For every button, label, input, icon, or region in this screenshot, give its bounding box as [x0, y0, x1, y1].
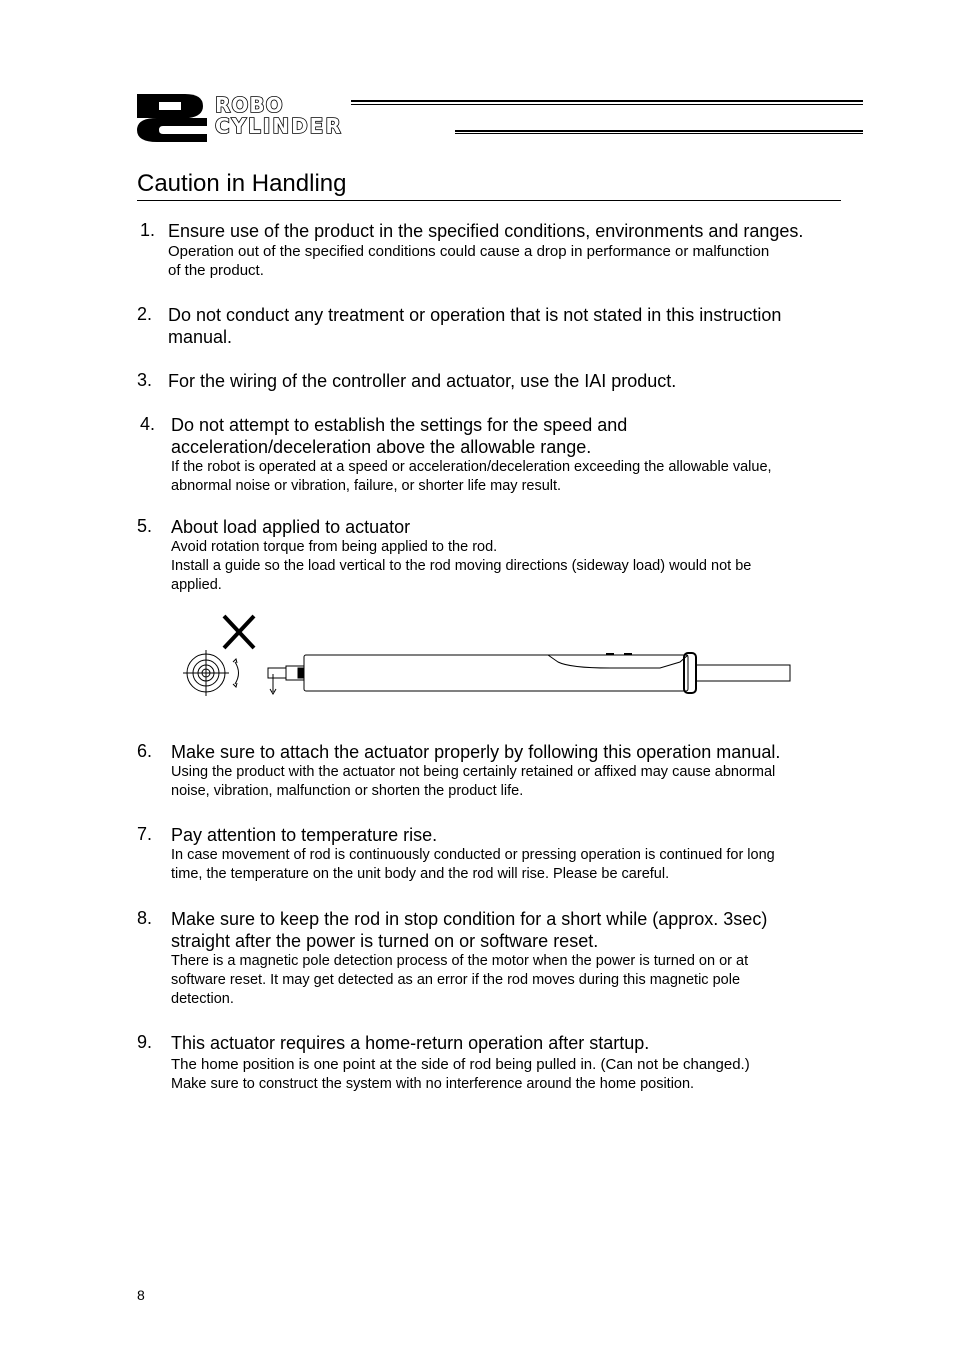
item-heading: Make sure to attach the actuator properly by following this operation manual. — [171, 742, 781, 762]
item-detail: Using the product with the actuator not being certainly retained or affixed may cause abnormal — [171, 764, 776, 780]
caution-item-5 — [137, 516, 857, 595]
caution-item-2 — [137, 304, 857, 348]
item-detail: of the product. — [168, 262, 264, 279]
item-heading: For the wiring of the controller and actuator, use the IAI product. — [168, 371, 677, 391]
item-heading: acceleration/deceleration above the allowable range. — [171, 437, 592, 457]
actuator-body — [268, 653, 790, 693]
item-detail: Install a guide so the load vertical to the rod moving directions (sideway load) would not be — [171, 558, 752, 574]
item-number: 2. — [137, 304, 153, 324]
caution-item-9 — [137, 1032, 857, 1094]
item-number: 4. — [140, 414, 156, 434]
item-detail: The home position is one point at the side of rod being pulled in. (Can not be changed.) — [171, 1056, 750, 1073]
item-number: 1. — [140, 220, 156, 240]
item-detail: Make sure to construct the system with no interference around the home position. — [171, 1076, 695, 1092]
item-number: 9. — [137, 1032, 153, 1052]
item-heading: About load applied to actuator — [171, 517, 411, 537]
item-heading: Make sure to keep the rod in stop condition for a short while (approx. 3sec) — [171, 909, 768, 929]
item-detail: abnormal noise or vibration, failure, or shorter life may result. — [171, 478, 562, 494]
item-number: 6. — [137, 741, 153, 761]
caution-item-3 — [137, 370, 857, 392]
item-heading: Ensure use of the product in the specified conditions, environments and ranges. — [168, 221, 804, 241]
item-detail: Operation out of the specified conditions could cause a drop in performance or malfunction — [168, 243, 770, 260]
item-heading: This actuator requires a home-return operation after startup. — [171, 1033, 650, 1053]
side-load-arrow-icon — [270, 674, 276, 694]
actuator-illustration — [180, 610, 800, 705]
item-detail: noise, vibration, malfunction or shorten the product life. — [171, 783, 524, 799]
item-number: 3. — [137, 370, 153, 390]
item-detail: Avoid rotation torque from being applied to the rod. — [171, 539, 498, 555]
caution-item-6 — [137, 741, 857, 801]
item-number: 8. — [137, 908, 153, 928]
item-detail: time, the temperature on the unit body and the rod will rise. Please be careful. — [171, 866, 670, 882]
item-heading: Do not attempt to establish the settings for the speed and — [171, 415, 628, 435]
item-heading: Pay attention to temperature rise. — [171, 825, 438, 845]
robo-cylinder-logo — [137, 92, 863, 142]
caution-item-8 — [137, 908, 857, 1009]
brand-line1: ROBO — [215, 93, 284, 117]
caution-item-7 — [137, 824, 857, 884]
rod-end-view-icon — [183, 650, 239, 696]
item-detail: In case movement of rod is continuously conducted or pressing operation is continued for long — [171, 847, 775, 863]
prohibited-x-icon — [224, 616, 254, 648]
item-heading: straight after the power is turned on or software reset. — [171, 931, 599, 951]
title-divider — [137, 200, 841, 201]
item-detail: There is a magnetic pole detection process of the motor when the power is turned on or at — [171, 953, 749, 969]
item-detail: If the robot is operated at a speed or acceleration/deceleration exceeding the allowable value, — [171, 459, 772, 475]
page-title: Caution in Handling — [137, 170, 347, 197]
item-number: 5. — [137, 516, 153, 536]
item-heading: manual. — [168, 327, 233, 347]
item-detail: detection. — [171, 991, 234, 1007]
item-heading: Do not conduct any treatment or operation that is not stated in this instruction — [168, 305, 782, 325]
brand-text — [215, 95, 343, 137]
brand-line2: CYLINDER — [215, 114, 343, 138]
item-detail: applied. — [171, 577, 222, 593]
item-detail: software reset. It may get detected as an error if the rod moves during this magnetic pole — [171, 972, 741, 988]
page-number: 8 — [137, 1287, 145, 1303]
caution-item-4 — [137, 414, 857, 496]
caution-item-1 — [137, 220, 857, 280]
item-number: 7. — [137, 824, 153, 844]
